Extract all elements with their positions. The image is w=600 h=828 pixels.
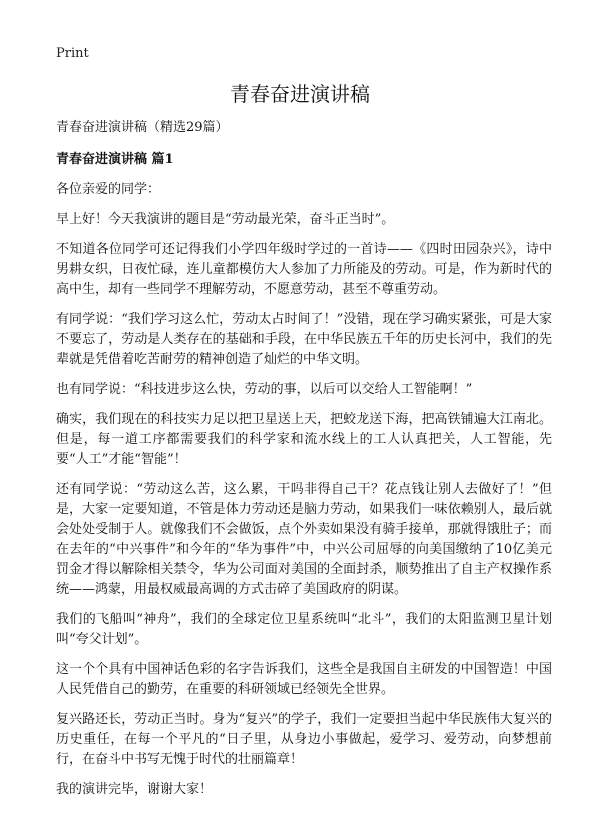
- paragraph: 还有同学说：“劳动这么苦，这么累，干吗非得自己干？花点钱让别人去做好了！”但是，大家一定要知道，不管是体力劳动还是脑力劳动，如果我们一味依赖别人，最后就会处处受制于人。就像我们不会做饭，点个外卖如果没有骑手接单，那就得饿肚子；而在去年的“中兴事件”和今年的“华为事件”中，中兴公司屈辱的向美国缴纳了10亿美元罚金才得以解除相关禁令，华为公司面对美国的全面封杀，顺势推出了自主产权操作系统——鸿蒙，用最权威最高调的方式击碎了美国政府的阴谋。: [56, 482, 552, 597]
- document-subtitle: 青春奋进演讲稿（精选29篇）: [56, 120, 229, 135]
- paragraph: 我们的飞船叫“神舟”，我们的全球定位卫星系统叫“北斗”，我们的太阳监测卫星计划叫“夸父计划”。: [56, 612, 552, 647]
- print-link[interactable]: Print: [56, 46, 89, 61]
- paragraph: 这一个个具有中国神话色彩的名字告诉我们，这些全是我国自主研发的中国智造！中国人民凭借自己的勤劳，在重要的科研领域已经领先全世界。: [56, 662, 552, 697]
- paragraph: 早上好！今天我演讲的题目是“劳动最光荣，奋斗正当时”。: [56, 212, 395, 227]
- document-body: [56, 118, 552, 810]
- paragraph-greeting: 各位亲爱的同学：: [56, 182, 161, 197]
- section-heading: 青春奋进演讲稿 篇1: [56, 152, 174, 167]
- paragraph: 确实，我们现在的科技实力足以把卫星送上天，把蛟龙送下海，把高铁铺遍大江南北。但是，每一道工序都需要我们的科学家和流水线上的工人认真把关，人工智能，先要“人工”才能“智能”！: [56, 412, 552, 467]
- document-title: 青春奋进演讲稿: [230, 82, 370, 106]
- paragraph: 有同学说：“我们学习这么忙，劳动太占时间了！”没错，现在学习确实紧张，可是大家不要忘了，劳动是人类存在的基础和手段，在中华民族五千年的历史长河中，我们的先辈就是凭借着吃苦耐劳的精神创造了灿烂的中华文明。: [56, 312, 552, 367]
- paragraph: 复兴路还长，劳动正当时。身为“复兴”的学子，我们一定要担当起中华民族伟大复兴的历史重任，在每一个平凡的“日子里，从身边小事做起，爱学习、爱劳动，向梦想前行，在奋斗中书写无愧于时代的壮丽篇章！: [56, 712, 552, 767]
- paragraph: 不知道各位同学可还记得我们小学四年级时学过的一首诗——《四时田园杂兴》，诗中男耕女织，日夜忙碌，连儿童都模仿大人参加了力所能及的劳动。可是，作为新时代的高中生，却有一些同学不理解劳动，不愿意劳动，甚至不尊重劳动。: [56, 242, 552, 297]
- paragraph: 也有同学说：“科技进步这么快，劳动的事，以后可以交给人工智能啊！”: [56, 382, 473, 397]
- paragraph-closing: 我的演讲完毕，谢谢大家！: [56, 782, 213, 797]
